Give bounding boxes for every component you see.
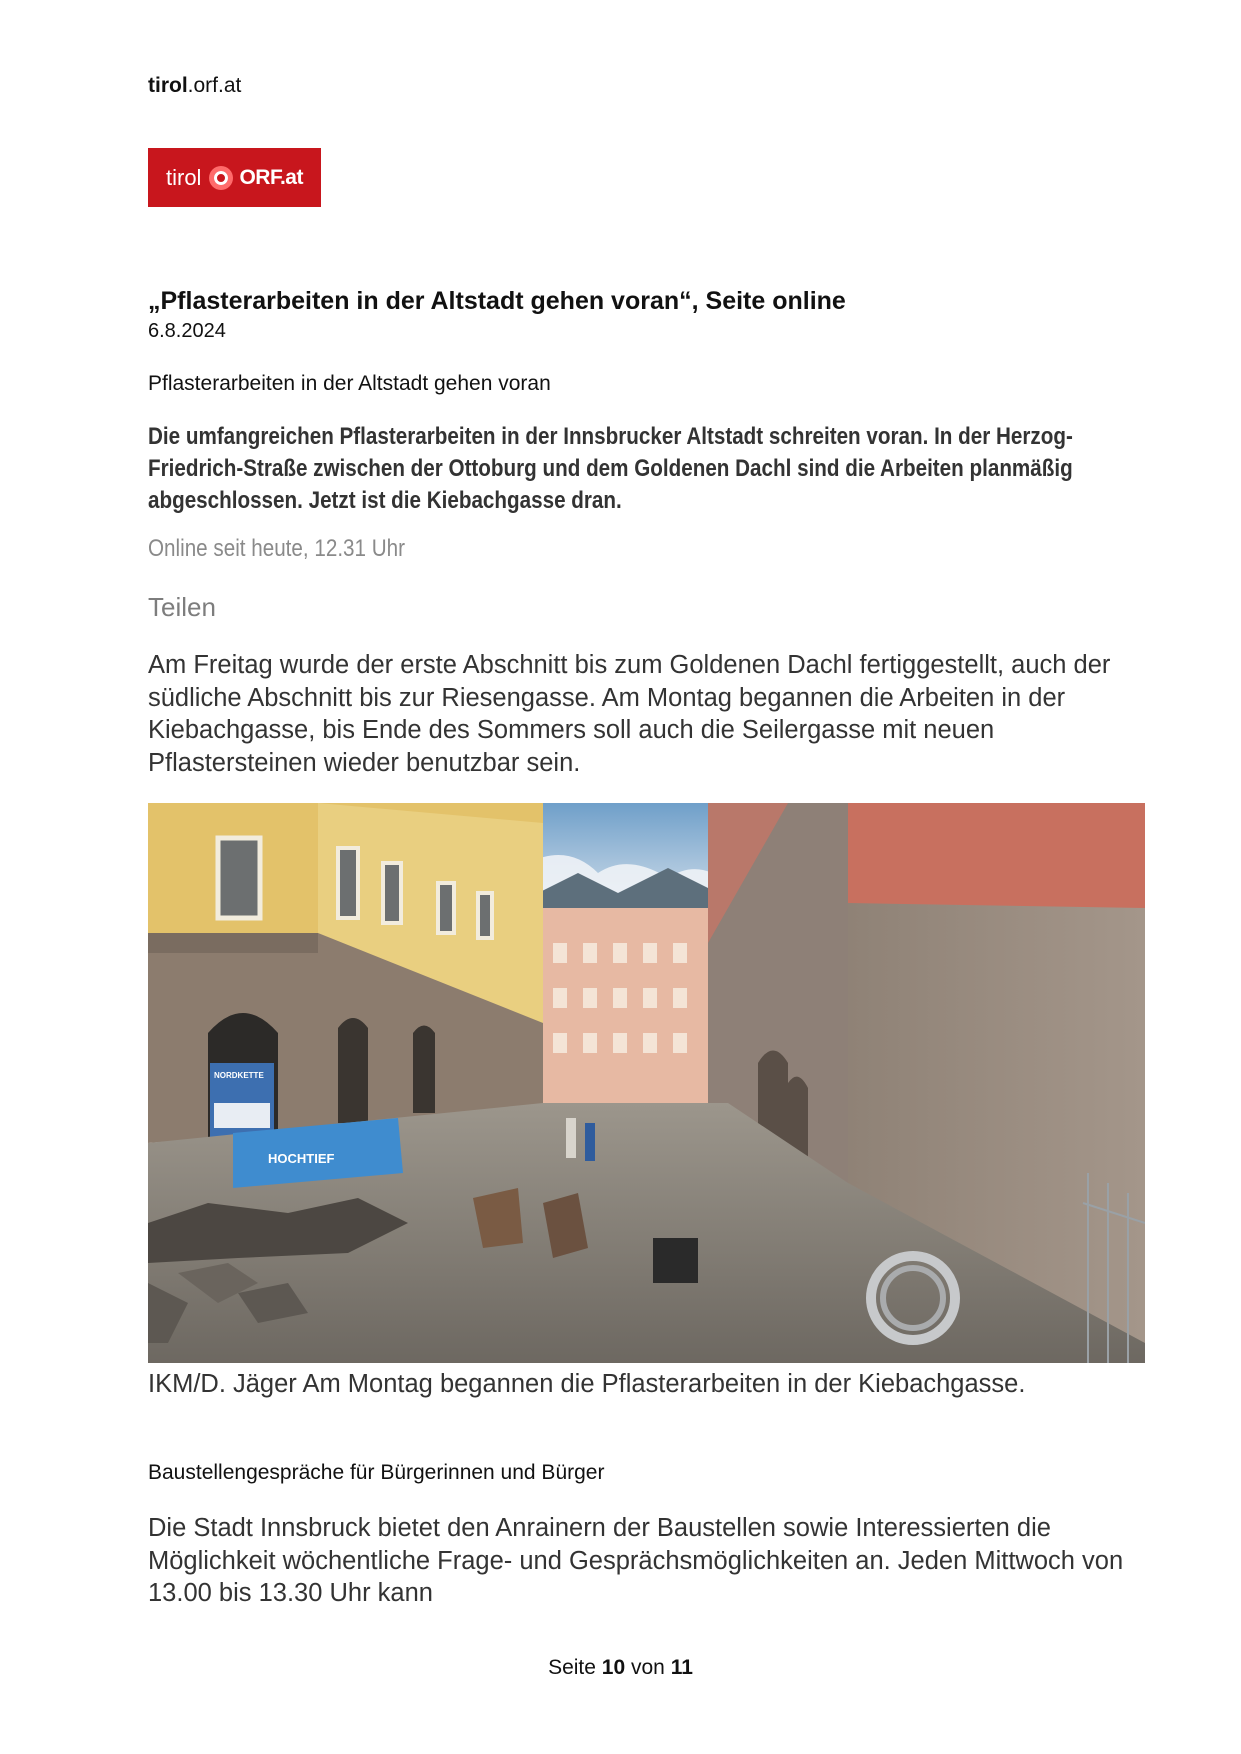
site-name — [148, 74, 241, 98]
construction-street-photo — [148, 803, 1145, 1363]
logo-orf-text: ORF.at — [239, 165, 303, 189]
logo-tirol-text: tirol — [166, 164, 202, 190]
section-subtitle: Baustellengespräche für Bürgerinnen und Bürger — [148, 1461, 605, 1484]
article-paragraph-1: Am Freitag wurde der erste Abschnitt bis zum Goldenen Dachl fertiggestellt, auch der südliche Abschnitt bis zur Riesengasse. Am Montag begannen die Arbeiten in der Kiebachgasse, bis Ende des Sommers soll auch die Seilergasse mit neuen Pflastersteinen wieder benutzbar sein. — [148, 651, 1111, 777]
page-number — [0, 1656, 1241, 1680]
share-link[interactable]: Teilen — [148, 592, 216, 622]
online-timestamp: Online seit heute, 12.31 Uhr — [148, 535, 406, 562]
tirol-orf-logo — [148, 148, 321, 207]
orf-eye-icon — [209, 166, 233, 190]
photo-caption: IKM/D. Jäger Am Montag begannen die Pflasterarbeiten in der Kiebachgasse. — [148, 1370, 1026, 1398]
article-date: 6.8.2024 — [148, 320, 226, 342]
article-headline: „Pflasterarbeiten in der Altstadt gehen voran“, Seite online — [148, 287, 846, 315]
page-total: 11 — [670, 1656, 693, 1679]
photo-sign-hochtief: HOCHTIEF — [268, 1151, 335, 1166]
article-paragraph-2: Die Stadt Innsbruck bietet den Anrainern der Baustellen sowie Interessierten die Möglichkeit wöchentliche Frage- und Gesprächsmöglichkeiten an. Jeden Mittwoch von 13.00 bis 13.30 Uhr kann — [148, 1514, 1124, 1607]
article-subtitle: Pflasterarbeiten in der Altstadt gehen voran — [148, 372, 551, 395]
site-name-rest: .orf.at — [187, 74, 242, 97]
page-current: 10 — [601, 1656, 626, 1679]
page-prefix: Seite — [548, 1656, 596, 1679]
site-name-bold: tirol — [148, 74, 188, 97]
page-mid: von — [631, 1656, 665, 1679]
photo-sign-nordkette: NORDKETTE — [214, 1071, 264, 1080]
article-photo — [148, 803, 1145, 1363]
article-lead: Die umfangreichen Pflasterarbeiten in der Innsbrucker Altstadt schreiten voran. In der Herzog-Friedrich-Straße zwischen der Ottoburg und dem Goldenen Dachl sind die Arbeiten planmäßig abgeschlossen. Jetzt ist die Kiebachgasse dran. — [148, 423, 1073, 514]
